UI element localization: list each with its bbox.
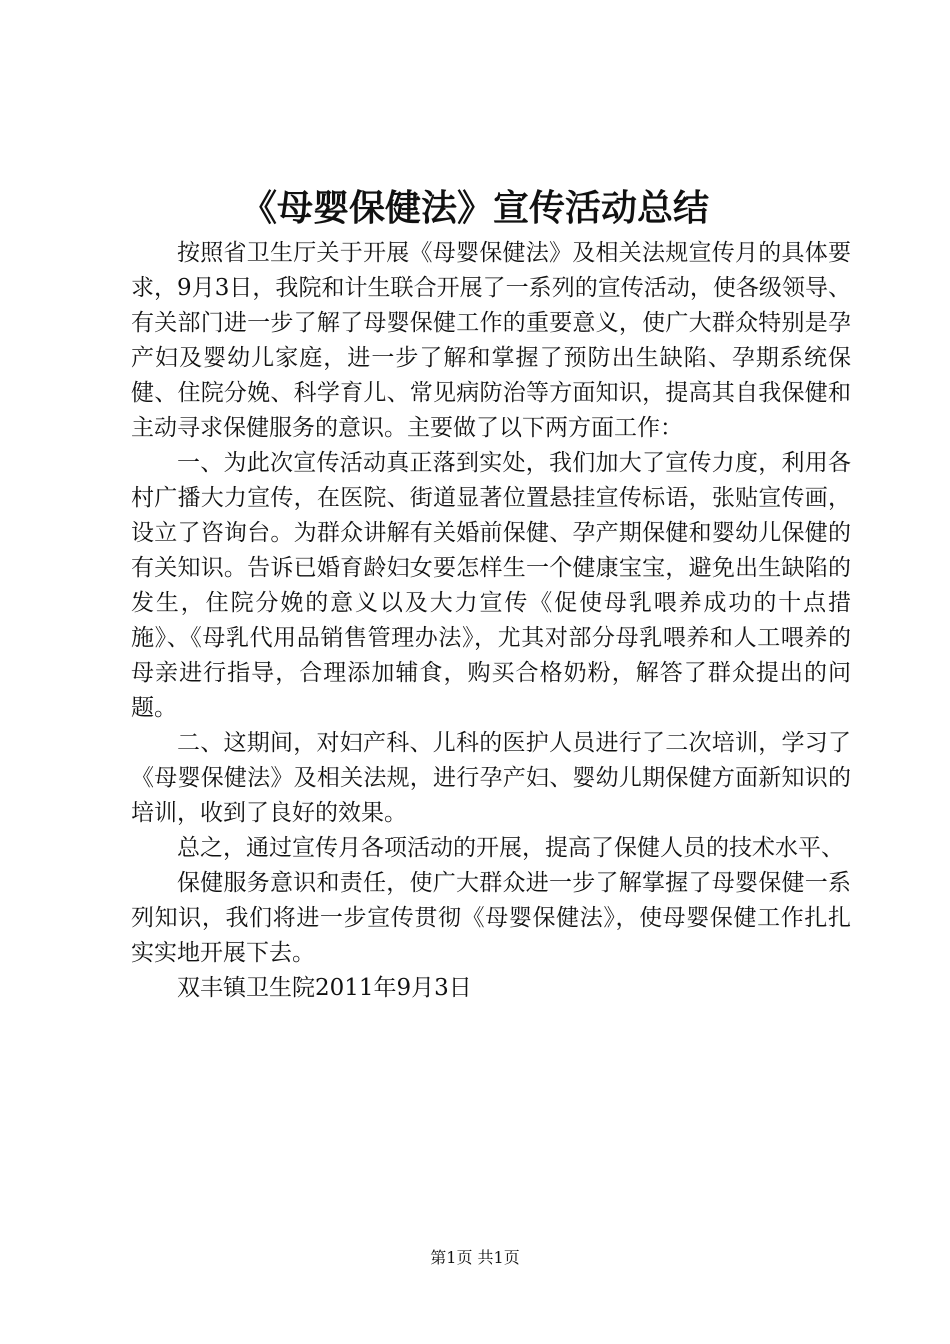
paragraph-summary-continued: 保健服务意识和责任，使广大群众进一步了解掌握了母婴保健一系列知识，我们将进一步宣传贯彻《母婴保健法》，使母婴保健工作扎扎实实地开展下去。: [131, 870, 851, 966]
page-number-footer: 第1页 共1页: [430, 1248, 520, 1267]
paragraph-summary: 总之，通过宣传月各项活动的开展，提高了保健人员的技术水平、: [177, 835, 844, 861]
document-body: [131, 236, 851, 1006]
paragraph-intro: 按照省卫生厅关于开展《母婴保健法》及相关法规宣传月的具体要求，9月3日，我院和计生联合开展了一系列的宣传活动，使各级领导、有关部门进一步了解了母婴保健工作的重要意义，使广大群众特别是孕产妇及婴幼儿家庭，进一步了解和掌握了预防出生缺陷、孕期系统保健、住院分娩、科学育儿、常见病防治等方面知识，提高其自我保健和主动寻求保健服务的意识。主要做了以下两方面工作：: [131, 240, 851, 441]
document-title: 《母婴保健法》宣传活动总结: [240, 187, 709, 229]
paragraph-item-one: 一、为此次宣传活动真正落到实处，我们加大了宣传力度，利用各村广播大力宣传，在医院、街道显著位置悬挂宣传标语，张贴宣传画，设立了咨询台。为群众讲解有关婚前保健、孕产期保健和婴幼儿保健的有关知识。告诉已婚育龄妇女要怎样生一个健康宝宝，避免出生缺陷的发生，住院分娩的意义以及大力宣传《促使母乳喂养成功的十点措施》、《母乳代用品销售管理办法》，尤其对部分母乳喂养和人工喂养的母亲进行指导，合理添加辅食，购买合格奶粉，解答了群众提出的问题。: [131, 450, 851, 721]
paragraph-item-two: 二、这期间，对妇产科、儿科的医护人员进行了二次培训，学习了《母婴保健法》及相关法规，进行孕产妇、婴幼儿期保健方面新知识的培训，收到了良好的效果。: [131, 730, 851, 826]
signature-line: 双丰镇卫生院2011年9月3日: [177, 975, 472, 1001]
